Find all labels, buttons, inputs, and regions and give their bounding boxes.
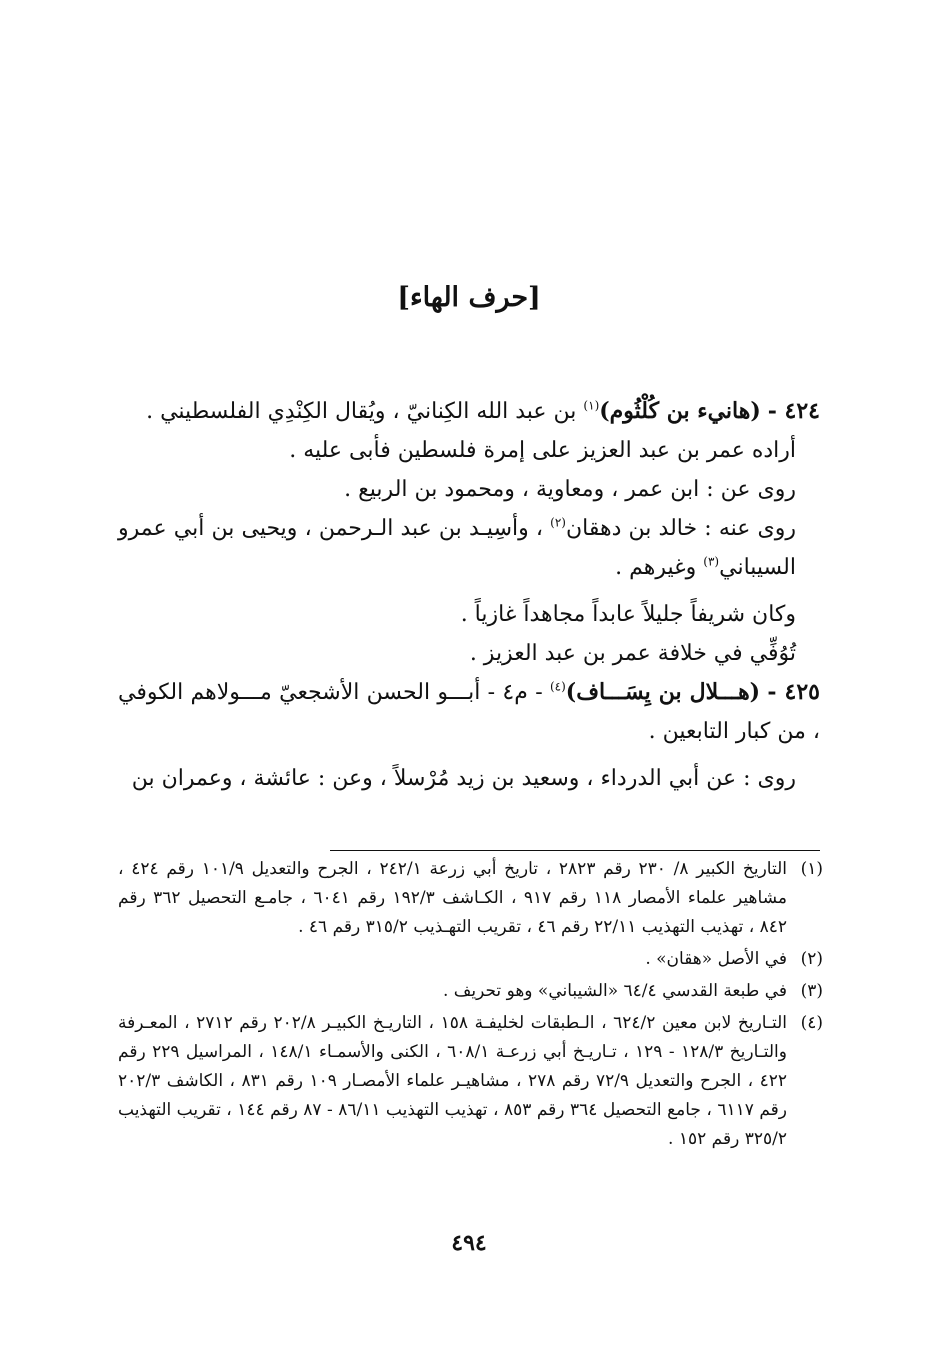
entry-424-death: تُوُفِّي في خلافة عمر بن عبد العزيز .: [469, 641, 796, 666]
footnotes: [118, 855, 823, 1157]
footnote-mark: (٤): [800, 1013, 823, 1033]
entry-424-narrated-by: [118, 509, 820, 587]
entry-description: - م٤ - أبـــو الحسن الأشجعيّ مـــولاهم الكوفي ، من كبار التابعين .: [118, 680, 820, 744]
entry-number: ٤٢٤ -: [767, 398, 820, 424]
entry-425-narrated-from: روى : عن أبي الدرداء ، وسعيد بن زيد مُرْسلاً ، وعن : عائشة ، وعمران بن: [131, 766, 796, 791]
entry-description: بن عبد الله الكِنانيّ ، ويُقال الكِنْدِي الفلسطيني .: [146, 399, 584, 424]
footnote-4: [118, 1009, 823, 1154]
entry-425-heading: [118, 673, 820, 751]
spacer: [118, 751, 820, 759]
footnote-2: [118, 945, 823, 974]
chapter-title: [حرف الهاء]: [397, 282, 541, 313]
entry-424-description: وكان شريفاً جليلاً عابداً مجاهداً غازياً .: [460, 602, 796, 627]
narrators-part-1: روى عنه : خالد بن دهقان: [565, 516, 796, 541]
spacer: [118, 587, 820, 595]
main-text: [118, 392, 820, 798]
footnote-1: [118, 855, 823, 942]
footnote-separator: [330, 850, 820, 851]
footnote-text: في الأصل «هقان» .: [645, 949, 787, 969]
page-number: ٤٩٤: [451, 1230, 487, 1256]
entry-name: (هـــلال بن يِسَـــاف): [565, 679, 761, 705]
footnote-text: التـاريخ لابن معين ٦٢٤/٢ ، الـطبقات لخليفـة ١٥٨ ، التاريـخ الكبيـر ٢٠٢/٨ رقم ٢٧١٢ ، المعـرفة والتـاريخ ١٢٨/٣ - ١٢٩ ، تـاريـخ أبي زرعـة ٦٠٨/١ ، الكنى والأسمـاء ١٤٨/١ ، المراسيل ٢٢٩ رقم ٤٢٢ ، الجرح والتعديل ٧٢/٩ رقم ٢٧٨ ، مشاهيـر علماء الأمصـار ١٠٩ رقم ٨٣١ ، الكاشف ٢٠٢/٣ رقم ٦١١٧ ، جامع التحصيل ٣٦٤ رقم ٨٥٣ ، تهذيب التهذيب ٨٦/١١ - ٨٧ رقم ١٤٤ ، تقريب التهذيب ٣٢٥/٢ رقم ١٥٢ .: [118, 1013, 787, 1149]
entry-424-line-1: أراده عمر بن عبد العزيز على إمرة فلسطين فأبى عليه .: [289, 438, 796, 463]
narrators-part-2: ، وأسِيـد بن عبد الـرحمن ، ويحيى بن أبي عمرو السيباني: [118, 516, 796, 580]
footnote-mark: (٣): [800, 981, 823, 1001]
entry-name: (هانيء بن كُلْثُوم): [599, 398, 761, 424]
footnote-ref: (٣): [703, 554, 720, 569]
footnote-text: في طبعة القدسي ٦٤/٤ «الشيباني» وهو تحريف .: [442, 981, 787, 1001]
footnote-ref: (١): [583, 398, 600, 413]
entry-424-narrated-from: روى عن : ابن عمر ، ومعاوية ، ومحمود بن الربيع .: [344, 477, 796, 502]
entry-number: ٤٢٥ -: [767, 679, 820, 705]
footnote-ref: (٢): [550, 515, 566, 530]
footnote-ref: (٤): [549, 679, 566, 694]
entry-424-heading: [118, 392, 820, 431]
narrators-part-3: وغيرهم .: [615, 555, 704, 580]
footnote-mark: (٢): [800, 949, 823, 969]
footnote-3: [118, 977, 823, 1006]
footnote-text: التاريخ الكبير ٨/ ٢٣٠ رقم ٢٨٢٣ ، تاريخ أبي زرعة ٢٤٢/١ ، الجرح والتعديل ١٠١/٩ رقم ٤٢٤ ، مشاهير علماء الأمصار ١١٨ رقم ٩١٧ ، الكـاشف ١٩٢/٣ رقم ٦٠٤١ ، جامـع التحصيل ٣٦٢ رقم ٨٤٢ ، تهذيب التهذيب ٢٢/١١ رقم ٤٦ ، تقريب التهـذيب ٣١٥/٢ رقم ٤٦ .: [118, 859, 787, 937]
footnote-mark: (١): [800, 859, 823, 879]
